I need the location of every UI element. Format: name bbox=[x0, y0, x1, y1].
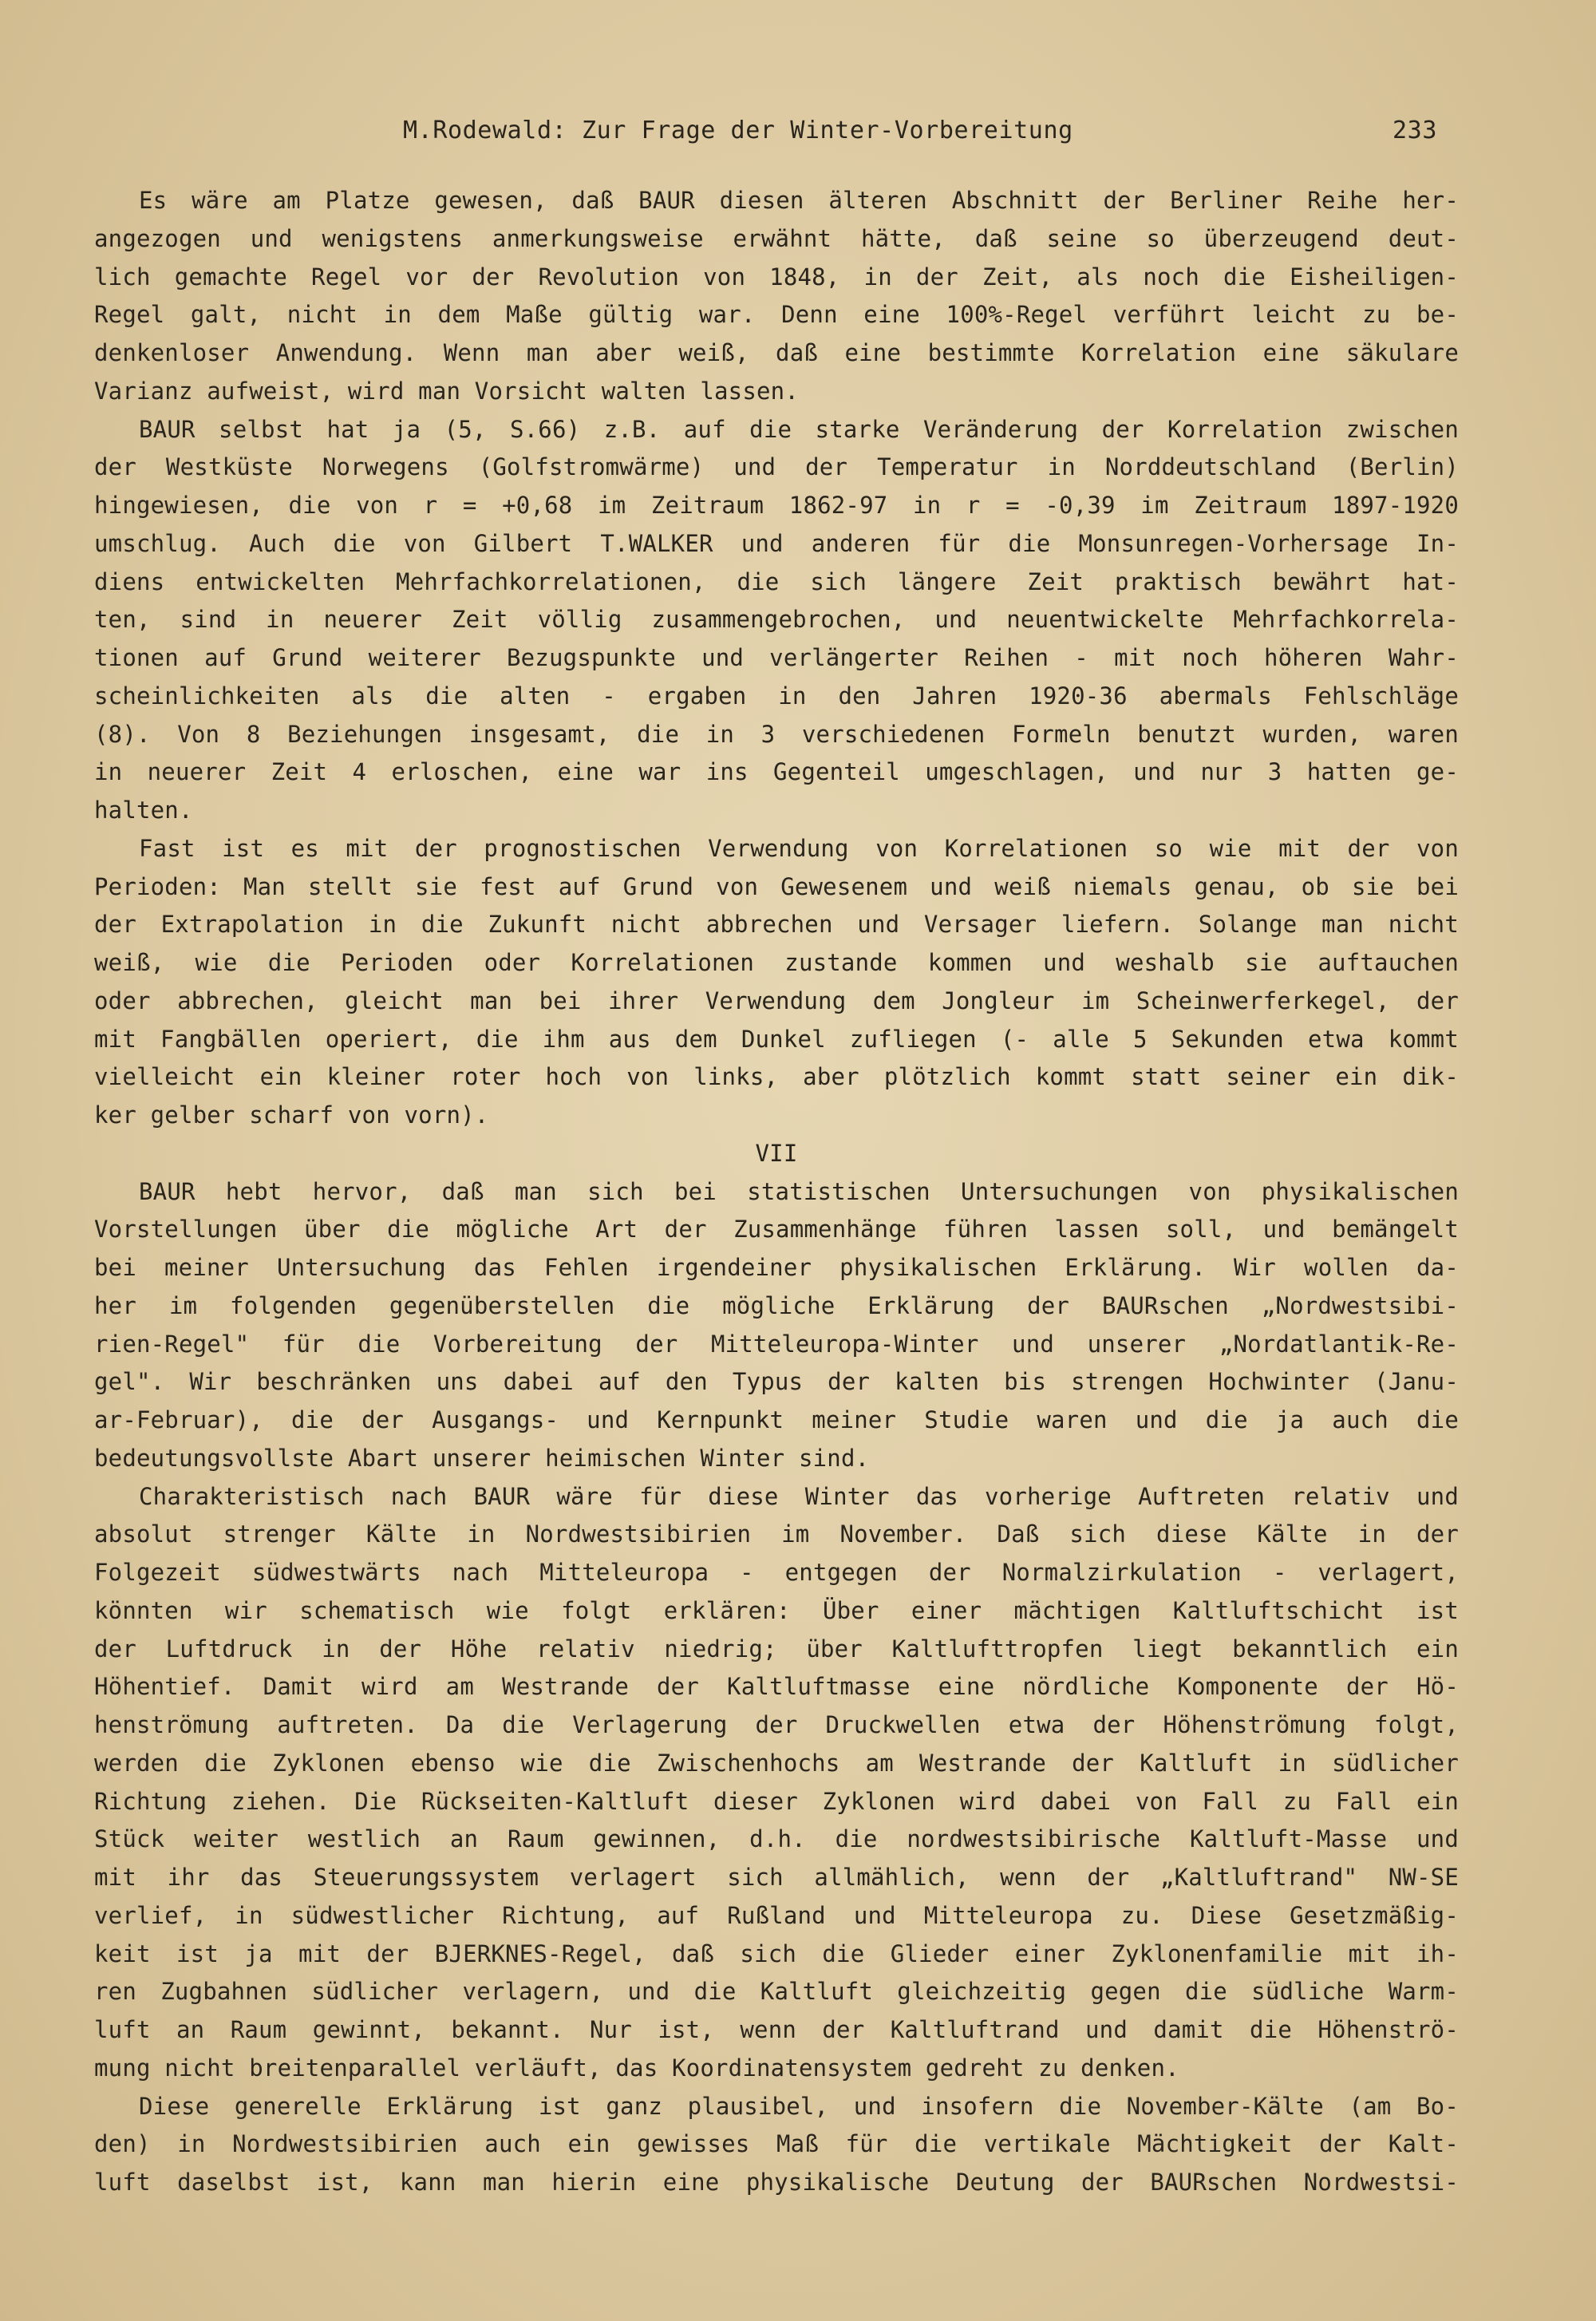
text-line: Perioden: Man stellt sie fest auf Grund von Gewesenem und weiß niemals genau, ob sie bei bbox=[94, 872, 1459, 900]
text-line: mit Fangbällen operiert, die ihm aus dem Dunkel zufliegen (- alle 5 Sekunden etwa kommt bbox=[94, 1025, 1459, 1053]
text-line: luft an Raum gewinnt, bekannt. Nur ist, wenn der Kaltluftrand und damit die Höhenströ- bbox=[94, 2016, 1459, 2043]
text-line: oder abbrechen, gleicht man bei ihrer Verwendung dem Jongleur im Scheinwerferkegel, der bbox=[94, 987, 1459, 1014]
text-line: Folgezeit südwestwärts nach Mitteleuropa - entgegen der Normalzirkulation - verlagert, bbox=[94, 1559, 1459, 1586]
text-line: lich gemachte Regel vor der Revolution von 1848, in der Zeit, als noch die Eisheiligen- bbox=[94, 263, 1459, 291]
text-line: halten. bbox=[94, 797, 193, 824]
section-heading: VII bbox=[755, 1139, 798, 1167]
text-line: her im folgenden gegenüberstellen die mögliche Erklärung der BAURschen „Nordwestsibi- bbox=[94, 1291, 1459, 1319]
text-line: Charakteristisch nach BAUR wäre für diese Winter das vorherige Auftreten relativ und bbox=[139, 1482, 1459, 1510]
text-line: denkenloser Anwendung. Wenn man aber weiß, daß eine bestimmte Korrelation eine säkulare bbox=[94, 339, 1459, 366]
text-line: angezogen und wenigstens anmerkungsweise erwähnt hätte, daß seine so überzeugend deut- bbox=[94, 224, 1459, 252]
text-line: mit ihr das Steuerungssystem verlagert sich allmählich, wenn der „Kaltluftrand" NW-SE bbox=[94, 1864, 1459, 1891]
text-line: werden die Zyklonen ebenso wie die Zwischenhochs am Westrande der Kaltluft in südlicher bbox=[94, 1749, 1459, 1777]
header-title: M.Rodewald: Zur Frage der Winter-Vorbereitung bbox=[403, 117, 1073, 144]
text-line: in neuerer Zeit 4 erloschen, eine war ins Gegenteil umgeschlagen, und nur 3 hatten ge- bbox=[94, 758, 1459, 786]
text-line: ker gelber scharf von vorn). bbox=[94, 1101, 489, 1129]
text-line: Fast ist es mit der prognostischen Verwendung von Korrelationen so wie mit der von bbox=[139, 834, 1459, 862]
text-line: ar-Februar), die der Ausgangs- und Kernpunkt meiner Studie waren und die ja auch die bbox=[94, 1406, 1459, 1433]
text-line: der Luftdruck in der Höhe relativ niedrig; über Kaltlufttropfen liegt bekanntlich ein bbox=[94, 1635, 1459, 1663]
text-line: verlief, in südwestlicher Richtung, auf Rußland und Mitteleuropa zu. Diese Gesetzmäßig- bbox=[94, 1901, 1459, 1929]
text-line: henströmung auftreten. Da die Verlagerung der Druckwellen etwa der Höhenströmung folgt, bbox=[94, 1711, 1459, 1738]
text-line: ren Zugbahnen südlicher verlagern, und die Kaltluft gleichzeitig gegen die südliche Warm- bbox=[94, 1978, 1459, 2006]
text-line: Höhentief. Damit wird am Westrande der Kaltluftmasse eine nördliche Komponente der Hö- bbox=[94, 1673, 1459, 1701]
text-line: mung nicht breitenparallel verläuft, das Koordinatensystem gedreht zu denken. bbox=[94, 2054, 1179, 2082]
text-line: BAUR hebt hervor, daß man sich bei statistischen Untersuchungen von physikalischen bbox=[139, 1177, 1459, 1205]
text-line: luft daselbst ist, kann man hierin eine physikalische Deutung der BAURschen Nordwestsi- bbox=[94, 2169, 1459, 2196]
text-line: Regel galt, nicht in dem Maße gültig war. Denn eine 100%-Regel verführt leicht zu be- bbox=[94, 301, 1459, 329]
text-line: bedeutungsvollste Abart unserer heimischen Winter sind. bbox=[94, 1444, 870, 1472]
text-line: könnten wir schematisch wie folgt erklären: Über einer mächtigen Kaltluftschicht ist bbox=[94, 1596, 1459, 1624]
text-line: der Westküste Norwegens (Golfstromwärme) und der Temperatur in Norddeutschland (Berlin) bbox=[94, 453, 1459, 481]
text-line: bei meiner Untersuchung das Fehlen irgendeiner physikalischen Erklärung. Wir wollen da- bbox=[94, 1254, 1459, 1281]
text-line: Es wäre am Platze gewesen, daß BAUR diesen älteren Abschnitt der Berliner Reihe her- bbox=[139, 187, 1459, 214]
page-number: 233 bbox=[1393, 117, 1437, 144]
text-line: rien-Regel" für die Vorbereitung der Mitteleuropa-Winter und unserer „Nordatlantik-Re- bbox=[94, 1330, 1459, 1358]
text-line: Diese generelle Erklärung ist ganz plausibel, und insofern die November-Kälte (am Bo- bbox=[139, 2092, 1459, 2120]
text-line: vielleicht ein kleiner roter hoch von links, aber plötzlich kommt statt seiner ein dik- bbox=[94, 1063, 1459, 1091]
text-line: Stück weiter westlich an Raum gewinnen, d.h. die nordwestsibirische Kaltluft-Masse und bbox=[94, 1825, 1459, 1853]
text-line: hingewiesen, die von r = +0,68 im Zeitraum 1862-97 in r = -0,39 im Zeitraum 1897-1920 bbox=[94, 492, 1459, 519]
running-header bbox=[0, 117, 1596, 150]
text-line: weiß, wie die Perioden oder Korrelationen zustande kommen und weshalb sie auftauchen bbox=[94, 949, 1459, 976]
text-line: der Extrapolation in die Zukunft nicht abbrechen und Versager liefern. Solange man nicht bbox=[94, 911, 1459, 939]
text-line: den) in Nordwestsibirien auch ein gewisses Maß für die vertikale Mächtigkeit der Kalt- bbox=[94, 2130, 1459, 2158]
text-line: ten, sind in neuerer Zeit völlig zusammengebrochen, und neuentwickelte Mehrfachkorrela- bbox=[94, 606, 1459, 634]
text-line: BAUR selbst hat ja (5, S.66) z.B. auf die starke Veränderung der Korrelation zwischen bbox=[139, 415, 1459, 443]
body-text bbox=[94, 182, 1459, 2202]
text-line: Varianz aufweist, wird man Vorsicht walten lassen. bbox=[94, 377, 799, 405]
text-line: absolut strenger Kälte in Nordwestsibirien im November. Daß sich diese Kälte in der bbox=[94, 1520, 1459, 1548]
text-line: Vorstellungen über die mögliche Art der Zusammenhänge führen lassen soll, und bemängelt bbox=[94, 1216, 1459, 1244]
text-line: scheinlichkeiten als die alten - ergaben in den Jahren 1920-36 abermals Fehlschläge bbox=[94, 682, 1459, 710]
text-line: umschlug. Auch die von Gilbert T.WALKER und anderen für die Monsunregen-Vorhersage In- bbox=[94, 529, 1459, 557]
text-line: tionen auf Grund weiterer Bezugspunkte und verlängerter Reihen - mit noch höheren Wahr- bbox=[94, 644, 1459, 671]
text-line: gel". Wir beschränken uns dabei auf den Typus der kalten bis strengen Hochwinter (Janu- bbox=[94, 1368, 1459, 1396]
text-line: Richtung ziehen. Die Rückseiten-Kaltluft dieser Zyklonen wird dabei von Fall zu Fall ein bbox=[94, 1787, 1459, 1815]
text-line: diens entwickelten Mehrfachkorrelationen, die sich längere Zeit praktisch bewährt hat- bbox=[94, 567, 1459, 595]
text-line: keit ist ja mit der BJERKNES-Regel, daß sich die Glieder einer Zyklonenfamilie mit ih- bbox=[94, 1939, 1459, 1967]
text-line: (8). Von 8 Beziehungen insgesamt, die in 3 verschiedenen Formeln benutzt wurden, waren bbox=[94, 720, 1459, 748]
